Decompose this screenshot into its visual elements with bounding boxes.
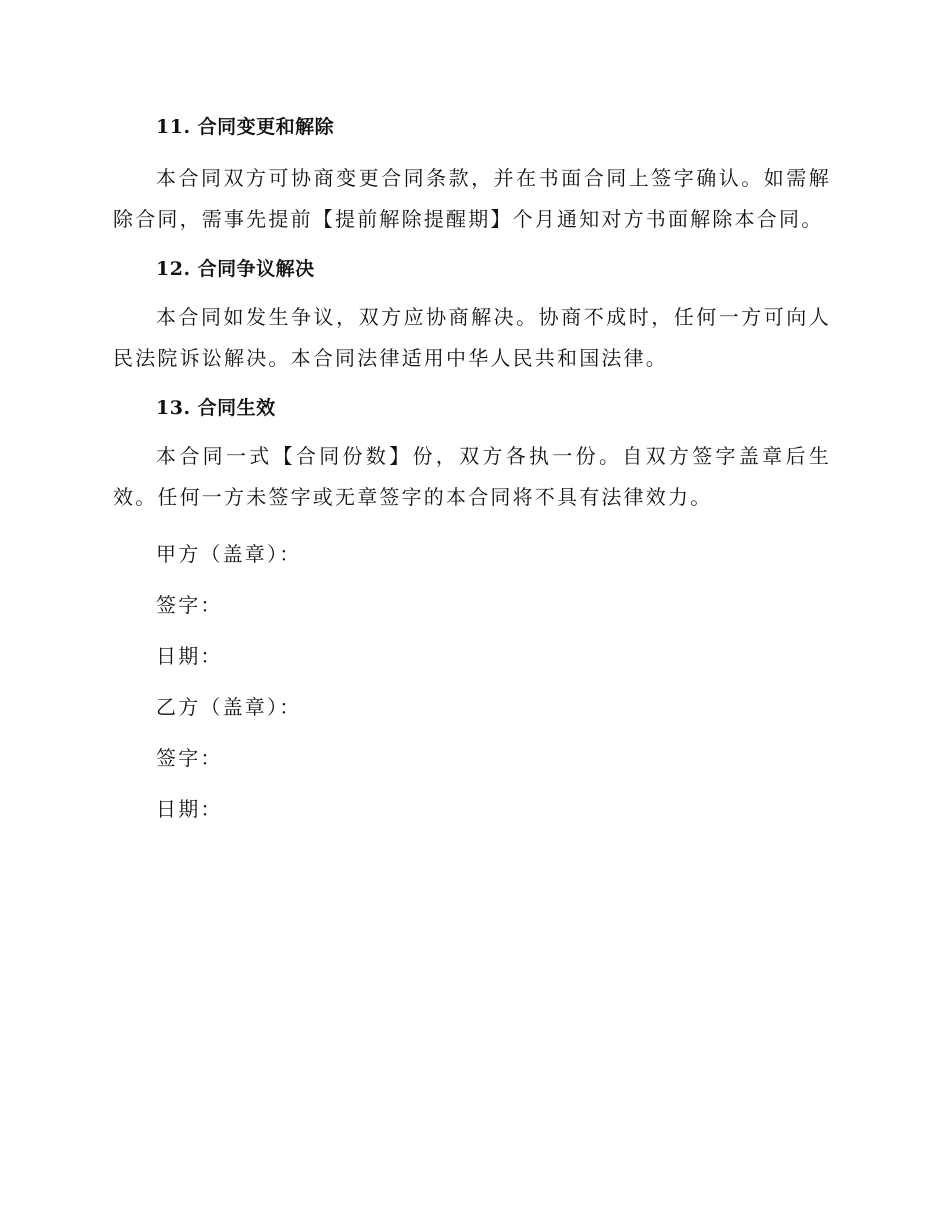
party-b-date-label: 日期： bbox=[156, 797, 223, 821]
section-body-13: 本合同一式【合同份数】份，双方各执一份。自双方签字盖章后生效。任何一方未签字或无章签字的本合同将不具有法律效力。 bbox=[113, 444, 831, 509]
section-heading-11: 11. 合同变更和解除 bbox=[156, 116, 335, 138]
party-b-seal-label: 乙方（盖章）： bbox=[156, 695, 302, 719]
signature-block bbox=[113, 539, 831, 824]
section-body-12: 本合同如发生争议，双方应协商解决。协商不成时，任何一方可向人民法院诉讼解决。本合同法律适用中华人民共和国法律。 bbox=[113, 305, 831, 370]
party-b-sign-label: 签字： bbox=[156, 746, 223, 770]
party-a-seal-label: 甲方（盖章）： bbox=[156, 542, 302, 566]
section-heading-12: 12. 合同争议解决 bbox=[156, 258, 315, 280]
party-a-date-label: 日期： bbox=[156, 644, 223, 668]
section-heading-13: 13. 合同生效 bbox=[156, 397, 276, 419]
party-a-sign-label: 签字： bbox=[156, 593, 223, 617]
section-body-11: 本合同双方可协商变更合同条款，并在书面合同上签字确认。如需解除合同，需事先提前【提前解除提醒期】个月通知对方书面解除本合同。 bbox=[113, 166, 831, 231]
contract-content bbox=[113, 112, 831, 824]
